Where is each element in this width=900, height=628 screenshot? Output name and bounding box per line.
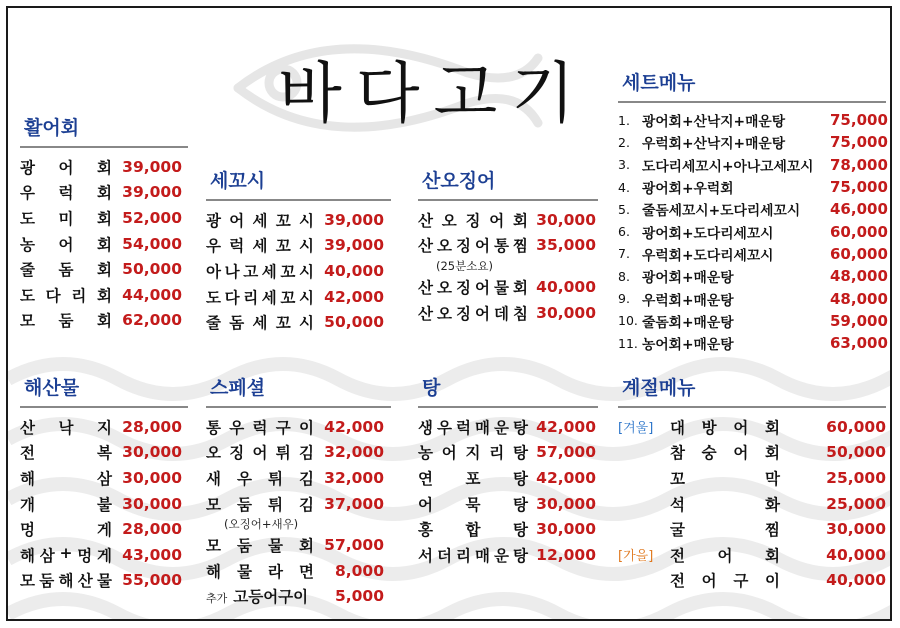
- item-price: 55,000: [122, 571, 182, 590]
- sekkosi-row: [206, 284, 391, 310]
- item-price: 39,000: [122, 183, 182, 202]
- set-menu-row: [618, 176, 886, 198]
- set-name: 농어회+매운탕: [642, 337, 734, 354]
- item-name: 전 어 구 이: [670, 572, 780, 591]
- item-name: 전 어 회: [670, 546, 780, 565]
- menu-board: [6, 6, 892, 621]
- item-price: 57,000: [324, 536, 384, 555]
- item-price: 30,000: [536, 520, 596, 539]
- seafood-row: [20, 491, 188, 517]
- item-price: 40,000: [826, 571, 886, 590]
- set-name: 줄돔회+매운탕: [642, 314, 734, 331]
- section-title: 계절메뉴: [618, 373, 886, 408]
- season-tag: [가을]: [618, 549, 654, 565]
- seasonal-row: [618, 465, 886, 491]
- item-price: 8,000: [334, 561, 384, 580]
- seasonal-row: [618, 568, 886, 594]
- item-price: 25,000: [826, 494, 886, 513]
- sekkosi-section: [206, 166, 391, 335]
- soup-row: [418, 465, 598, 491]
- item-price: 43,000: [122, 545, 182, 564]
- set-menu-row: [618, 265, 886, 287]
- item-price: 75,000: [830, 111, 888, 130]
- seasonal-row: [618, 440, 886, 466]
- item-name: 통 우 럭 구 이: [206, 418, 314, 437]
- item-price: 59,000: [830, 311, 888, 330]
- set-name: 줄돔세꼬시+도다리세꼬시: [642, 203, 801, 220]
- extra-name: 고등어구이: [233, 588, 309, 607]
- item-name: 꼬 막: [670, 469, 780, 488]
- seafood-row: [20, 414, 188, 440]
- section-title: 활어회: [20, 113, 188, 148]
- item-name: 우 럭 세 꼬 시: [206, 237, 314, 256]
- soup-row: [418, 491, 598, 517]
- item-price: 30,000: [536, 303, 596, 322]
- item-price: 50,000: [826, 443, 886, 462]
- seasonal-row: [618, 516, 886, 542]
- soup-row: [418, 440, 598, 466]
- item-price: 40,000: [536, 277, 596, 296]
- item-price: 60,000: [830, 222, 888, 241]
- item-price: 50,000: [324, 313, 384, 332]
- fresh-fish-row: [20, 154, 188, 180]
- special-row: [206, 440, 391, 466]
- item-price: 39,000: [324, 210, 384, 229]
- item-price: 78,000: [830, 155, 888, 174]
- set-number: 3.: [618, 157, 630, 173]
- set-menu-section: [618, 68, 886, 354]
- fresh-fish-section: [20, 113, 188, 333]
- item-name: 농 어 회: [20, 235, 112, 254]
- item-price: 32,000: [324, 443, 384, 462]
- sekkosi-row: [206, 233, 391, 259]
- set-menu-row: [618, 198, 886, 220]
- item-price: 60,000: [826, 417, 886, 436]
- item-price: 57,000: [536, 443, 596, 462]
- set-name: 광어회+우럭회: [642, 181, 734, 198]
- section-title: 탕: [418, 373, 598, 408]
- item-price: 63,000: [830, 334, 888, 353]
- season-tag: [겨울]: [618, 421, 654, 437]
- item-name: 해 물 라 면: [206, 562, 314, 581]
- item-name: 해 삼: [20, 469, 112, 488]
- squid-row: [418, 300, 598, 326]
- seafood-row: [20, 542, 188, 568]
- item-price: 42,000: [536, 417, 596, 436]
- special-row: [206, 465, 391, 491]
- item-price: 25,000: [826, 468, 886, 487]
- extra-label: [206, 585, 314, 607]
- item-name: 우 럭 회: [20, 184, 112, 203]
- item-price: 46,000: [830, 200, 888, 219]
- item-name: 산 오 징 어 통 찜: [418, 237, 528, 256]
- item-name: 모 둠 물 회: [206, 537, 314, 556]
- item-price: 42,000: [324, 287, 384, 306]
- item-name: 멍 게: [20, 521, 112, 540]
- item-name: 산 오 징 어 회: [418, 211, 528, 230]
- fresh-fish-row: [20, 256, 188, 282]
- set-number: 2.: [618, 134, 630, 150]
- set-menu-row: [618, 310, 886, 332]
- item-name: 오 징 어 튀 김: [206, 444, 314, 463]
- item-name: 도 미 회: [20, 209, 112, 228]
- item-price: 60,000: [830, 244, 888, 263]
- section-title: 스페셜: [206, 373, 391, 408]
- item-price: 44,000: [122, 285, 182, 304]
- set-menu-row: [618, 109, 886, 131]
- item-name: 줄 돔 세 꼬 시: [206, 314, 314, 333]
- set-name: 광어회+매운탕: [642, 270, 734, 287]
- item-name: 전 복: [20, 444, 112, 463]
- item-price: 28,000: [122, 417, 182, 436]
- set-number: 5.: [618, 201, 630, 217]
- set-number: 6.: [618, 224, 630, 240]
- item-price: 30,000: [122, 443, 182, 462]
- set-number: 7.: [618, 246, 630, 262]
- squid-row: [418, 207, 598, 233]
- item-name: 광 어 세 꼬 시: [206, 211, 314, 230]
- fresh-fish-row: [20, 231, 188, 257]
- sekkosi-row: [206, 207, 391, 233]
- item-name: 대 방 어 회: [670, 418, 780, 437]
- special-row: [206, 491, 391, 517]
- item-name: 산 오 징 어 데 침: [418, 304, 528, 323]
- item-price: 30,000: [536, 210, 596, 229]
- special-row: [206, 414, 391, 440]
- set-menu-row: [618, 154, 886, 176]
- item-price: 37,000: [324, 494, 384, 513]
- fresh-fish-row: [20, 282, 188, 308]
- special-extra-row: [206, 584, 391, 610]
- seasonal-section: [618, 373, 886, 593]
- squid-row: [418, 274, 598, 300]
- sekkosi-row: [206, 309, 391, 335]
- item-name: 연 포 탕: [418, 469, 528, 488]
- item-name: 도 다 리 세 꼬 시: [206, 288, 314, 307]
- set-name: 우럭회+도다리세꼬시: [642, 247, 774, 264]
- seafood-row: [20, 440, 188, 466]
- item-price: 52,000: [122, 208, 182, 227]
- item-name: 참 숭 어 회: [670, 444, 780, 463]
- item-name: 홍 합 탕: [418, 521, 528, 540]
- seafood-section: [20, 373, 188, 593]
- fresh-fish-row: [20, 308, 188, 334]
- item-name: 산 낙 지: [20, 418, 112, 437]
- seasonal-row: [618, 414, 886, 440]
- item-name: 어 묵 탕: [418, 495, 528, 514]
- item-name: 도 다 리 회: [20, 286, 112, 305]
- set-number: 1.: [618, 112, 630, 128]
- item-price: 42,000: [536, 468, 596, 487]
- set-menu-row: [618, 243, 886, 265]
- item-name: 농 어 지 리 탕: [418, 444, 528, 463]
- item-name: 생 우 럭 매 운 탕: [418, 418, 528, 437]
- item-price: 75,000: [830, 178, 888, 197]
- seasonal-row: [618, 491, 886, 517]
- squid-section: [418, 166, 598, 325]
- item-name: 산 오 징 어 물 회: [418, 278, 528, 297]
- item-name: 새 우 튀 김: [206, 469, 314, 488]
- seasonal-row: [618, 542, 886, 568]
- soup-section: [418, 373, 598, 568]
- set-number: 9.: [618, 291, 630, 307]
- special-section: [206, 373, 391, 609]
- set-menu-row: [618, 131, 886, 153]
- special-row: [206, 558, 391, 584]
- item-price: 48,000: [830, 289, 888, 308]
- item-name: 모 둠 해 산 물: [20, 572, 112, 591]
- extra-tag: 추가: [206, 592, 228, 606]
- soup-row: [418, 414, 598, 440]
- item-name: 모 둠 튀 김: [206, 495, 314, 514]
- set-number: 4.: [618, 179, 630, 195]
- set-number: 8.: [618, 268, 630, 284]
- set-menu-row: [618, 287, 886, 309]
- item-price: 28,000: [122, 520, 182, 539]
- item-price: 62,000: [122, 311, 182, 330]
- section-title: 세꼬시: [206, 166, 391, 201]
- item-price: 30,000: [536, 494, 596, 513]
- item-price: 5,000: [334, 587, 384, 606]
- set-name: 광어회+도다리세꼬시: [642, 225, 774, 242]
- set-number: 11.: [618, 335, 638, 351]
- item-note: (25분소요): [436, 259, 493, 274]
- item-price: 50,000: [122, 260, 182, 279]
- item-name: 개 불: [20, 495, 112, 514]
- special-row: [206, 532, 391, 558]
- set-name: 도다리세꼬시+아나고세꼬시: [642, 158, 814, 175]
- item-price: 35,000: [536, 236, 596, 255]
- item-price: 40,000: [826, 545, 886, 564]
- item-name: 모 둠 회: [20, 312, 112, 331]
- fresh-fish-row: [20, 180, 188, 206]
- item-name: 광 어 회: [20, 158, 112, 177]
- section-title: 산오징어: [418, 166, 598, 201]
- set-name: 우럭회+산낙지+매운탕: [642, 136, 786, 153]
- set-name: 광어회+산낙지+매운탕: [642, 114, 786, 131]
- item-price: 32,000: [324, 468, 384, 487]
- item-price: 75,000: [830, 133, 888, 152]
- seafood-row: [20, 516, 188, 542]
- item-price: 39,000: [122, 157, 182, 176]
- page-title: 바다고기: [278, 55, 590, 132]
- seafood-row: [20, 465, 188, 491]
- item-name: 굴 찜: [670, 521, 780, 540]
- set-menu-row: [618, 332, 886, 354]
- item-price: 48,000: [830, 267, 888, 286]
- item-price: 42,000: [324, 417, 384, 436]
- section-title: 해산물: [20, 373, 188, 408]
- item-price: 30,000: [122, 468, 182, 487]
- item-name: 서 더 리 매 운 탕: [418, 546, 528, 565]
- fried-note: (오징어+새우): [224, 517, 299, 532]
- set-name: 우럭회+매운탕: [642, 292, 734, 309]
- soup-row: [418, 516, 598, 542]
- fresh-fish-row: [20, 205, 188, 231]
- item-price: 54,000: [122, 234, 182, 253]
- set-number: 10.: [618, 313, 638, 329]
- item-price: 40,000: [324, 261, 384, 280]
- item-name: 석 화: [670, 495, 780, 514]
- seafood-row: [20, 568, 188, 594]
- item-price: 30,000: [122, 494, 182, 513]
- squid-row: [418, 233, 598, 259]
- item-name: 아 나 고 세 꼬 시: [206, 262, 314, 281]
- soup-row: [418, 542, 598, 568]
- set-menu-row: [618, 220, 886, 242]
- item-price: 12,000: [536, 545, 596, 564]
- item-price: 30,000: [826, 520, 886, 539]
- sekkosi-row: [206, 258, 391, 284]
- item-price: 39,000: [324, 236, 384, 255]
- item-name: 줄 돔 회: [20, 261, 112, 280]
- section-title: 세트메뉴: [618, 68, 886, 103]
- item-name: 해 삼 + 멍 게: [20, 543, 112, 565]
